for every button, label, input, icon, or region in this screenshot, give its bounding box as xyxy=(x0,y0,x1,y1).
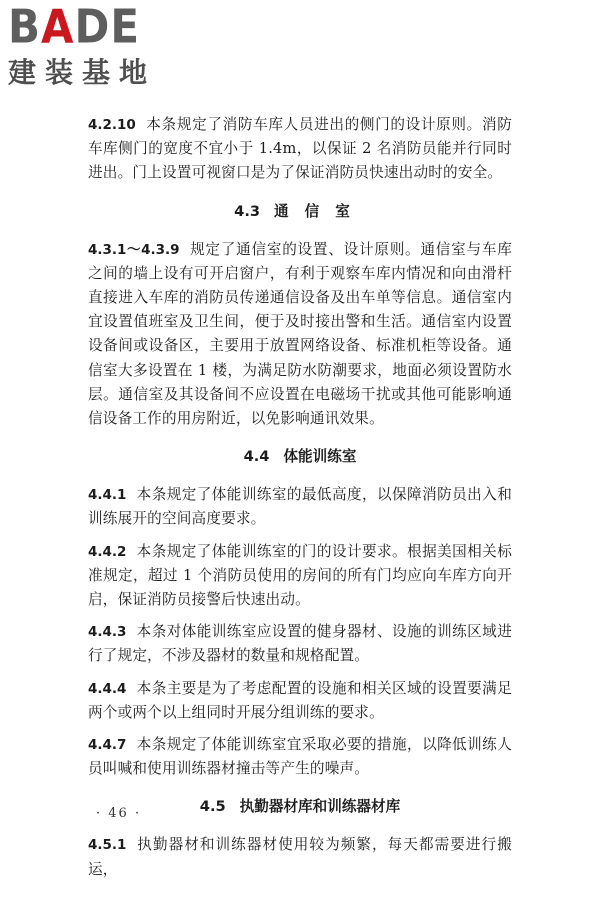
clause-paragraph xyxy=(88,733,512,781)
logo-letter-b: B xyxy=(8,0,42,54)
clause-text: 本条规定了体能训练室的最低高度，以保障消防员出入和训练展开的空间高度要求。 xyxy=(88,486,512,528)
clause-number: 4.4.1 xyxy=(88,487,127,504)
clause-text: 本条对体能训练室应设置的健身器材、设施的训练区域进行了规定，不涉及器材的数量和规格配置。 xyxy=(88,623,512,665)
clause-paragraph xyxy=(88,113,512,186)
clause-paragraph xyxy=(88,238,512,432)
clause-number: 4.2.10 xyxy=(88,117,136,133)
clause-paragraph xyxy=(88,620,512,668)
section-heading xyxy=(88,445,512,469)
clause-text: 本条规定了消防车库人员进出的侧门的设计原则。消防车库侧门的宽度不宜小于 1.4m，以保证 2 名消防员能并行同时进出。门上设置可视窗口是为了保证消防员快速出动时的安全。 xyxy=(88,116,512,182)
logo-subtitle: 建装基地 xyxy=(8,56,157,89)
section-title: 执勤器材库和训练器材库 xyxy=(239,798,401,816)
bade-logo xyxy=(8,2,178,90)
clause-text: 规定了通信室的设置、设计原则。通信室与车库之间的墙上设有可开启窗户，有利于观察车库内情况和向由滑杆直接进入车库的消防员传递通信设备及出车单等信息。通信室内宜设置值班室及卫生间，便于及时接出警和生活。通信室内设置设备间或设备区，主要用于放置网络设备、标准机柜等设备。通信室大多设置在 1 楼，为满足防水防潮要求，地面必须设置防水层。通信室及其设备间不应设置在电磁场干扰或其他可能影响通信设备工作的用房附近，以免影响通讯效果。 xyxy=(88,240,512,428)
section-heading xyxy=(88,200,512,224)
page-number: · 46 · xyxy=(96,806,142,821)
clause-number: 4.4.7 xyxy=(88,737,127,754)
clause-text: 本条规定了体能训练室的门的设计要求。根据美国相关标准规定，超过 1 个消防员使用的房间的所有门均应向车库方向开启，保证消防员接警后快速出动。 xyxy=(88,542,512,609)
section-title: 体能训练室 xyxy=(283,448,357,466)
clause-number: 4.4.2 xyxy=(88,543,127,560)
clause-paragraph xyxy=(88,483,512,531)
logo-wordmark xyxy=(8,2,178,53)
clause-number: 4.4.3 xyxy=(88,624,127,641)
section-number: 4.5 xyxy=(199,798,226,816)
clause-paragraph xyxy=(88,540,512,613)
section-title: 通信室 xyxy=(274,202,366,220)
logo-letters-de: DE xyxy=(74,0,141,54)
clause-paragraph xyxy=(88,833,512,881)
clause-paragraph xyxy=(88,677,512,725)
clause-text: 本条主要是为了考虑配置的设施和相关区域的设置要满足两个或两个以上组同时开展分组训练的要求。 xyxy=(88,679,512,721)
clause-number: 4.5.1 xyxy=(88,837,127,854)
clause-text: 本条规定了体能训练室宜采取必要的措施，以降低训练人员叫喊和使用训练器材撞击等产生的噪声。 xyxy=(88,736,512,778)
section-number: 4.4 xyxy=(243,448,270,466)
section-heading xyxy=(88,795,512,819)
clause-text: 执勤器材和训练器材使用较为频繁，每天都需要进行搬运， xyxy=(88,836,512,878)
section-number: 4.3 xyxy=(234,202,261,220)
page-body xyxy=(88,113,512,890)
clause-number: 4.3.1～4.3.9 xyxy=(88,241,180,258)
logo-letter-a: A xyxy=(41,0,75,54)
clause-number: 4.4.4 xyxy=(88,680,127,697)
